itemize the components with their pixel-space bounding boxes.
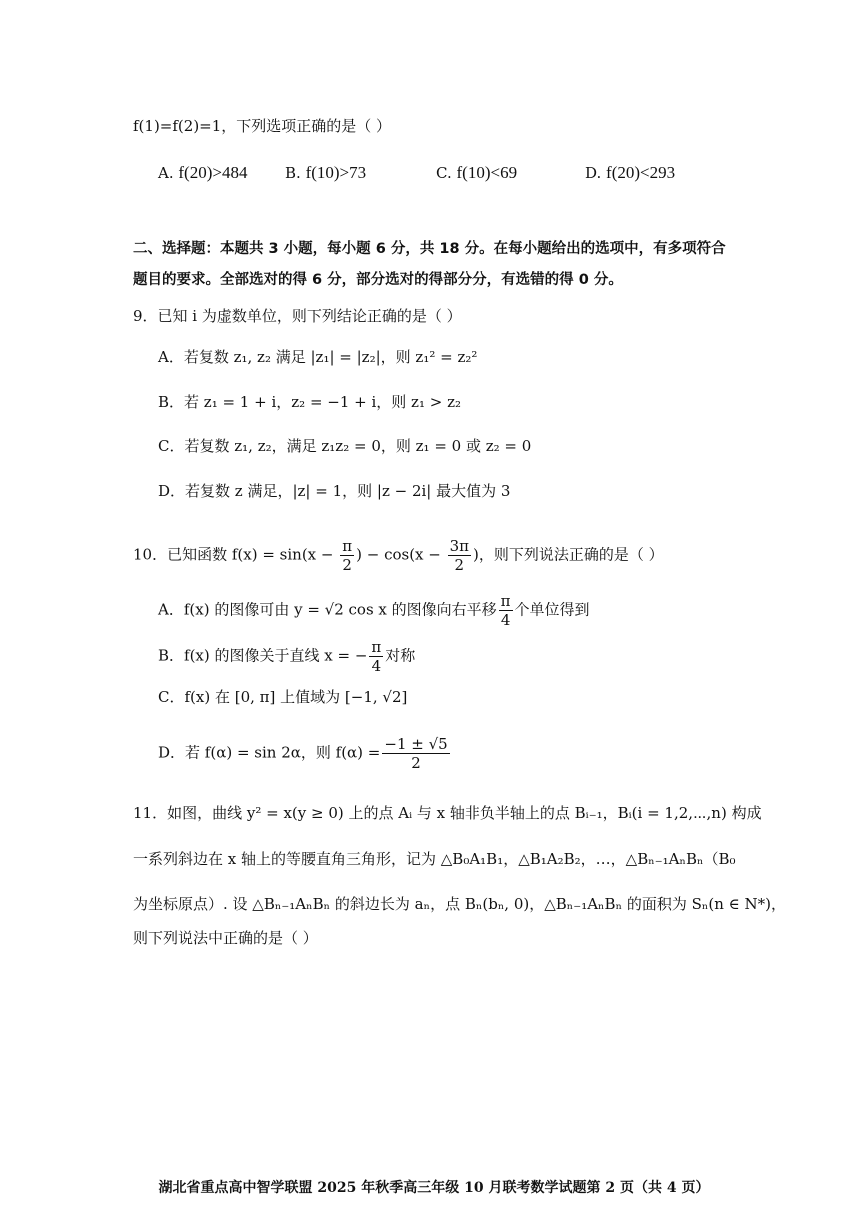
q10-option-a-frac	[499, 592, 513, 629]
q10-option-a-pre: A．f(x) 的图像可由 y = √2 cos x 的图像向右平移	[158, 600, 497, 619]
page-footer: 湖北省重点高中智学联盟 2025 年秋季高三年级 10 月联考数学试题第 2 页（共 4 页）	[158, 1180, 710, 1196]
q10-option-d-frac-num: −1 ± √5	[384, 735, 448, 753]
q9-option-c: C．若复数 z₁, z₂，满足 z₁z₂ = 0，则 z₁ = 0 或 z₂ = 0	[158, 437, 532, 455]
q10-option-b-frac	[369, 638, 383, 675]
q10-option-b-frac-num: π	[371, 638, 382, 656]
q10-frac-3pi-2-den: 2	[454, 556, 465, 574]
q10-stem-mid: ) − cos(x −	[356, 545, 446, 564]
q8-option-b-letter: B.	[285, 164, 301, 182]
q10-option-b	[158, 638, 415, 675]
q8-option-c-letter: C.	[436, 164, 452, 182]
q8-option-d-text: f(20)<293	[606, 163, 676, 182]
section2-heading-line1: 二、选择题：本题共 3 小题，每小题 6 分，共 18 分。在每小题给出的选项中，有多项符合	[133, 241, 726, 257]
q10-stem-pre: 10．已知函数 f(x) = sin(x −	[133, 545, 339, 564]
q10-frac-3pi-2	[448, 537, 471, 574]
q11-line2: 一系列斜边在 x 轴上的等腰直角三角形，记为 △B₀A₁B₁，△B₁A₂B₂，…，△Bₙ₋₁AₙBₙ（B₀	[133, 850, 736, 868]
q8-option-a-letter: A.	[158, 164, 174, 182]
q8-option-d	[585, 162, 675, 184]
q9-option-b: B．若 z₁ = 1 + i，z₂ = −1 + i，则 z₁ > z₂	[158, 393, 461, 411]
q8-option-b	[285, 162, 366, 184]
q9-option-d: D．若复数 z 满足，|z| = 1，则 |z − 2i| 最大值为 3	[158, 482, 511, 500]
q8-option-c-text: f(10)<69	[456, 163, 518, 182]
q11-line1: 11．如图，曲线 y² = x(y ≥ 0) 上的点 Aᵢ 与 x 轴非负半轴上的点 Bᵢ₋₁，Bᵢ(i = 1,2,⋯,n) 构成	[133, 804, 762, 822]
q8-option-a	[158, 162, 247, 184]
q10-option-d-pre: D．若 f(α) = sin 2α，则 f(α) =	[158, 743, 381, 762]
q11-line3: 为坐标原点）. 设 △Bₙ₋₁AₙBₙ 的斜边长为 aₙ，点 Bₙ(bₙ, 0)，△Bₙ₋₁AₙBₙ 的面积为 Sₙ(n ∈ N*)，	[133, 895, 786, 913]
q10-frac-pi-2-num: π	[342, 537, 353, 555]
q10-frac-pi-2-den: 2	[342, 556, 352, 574]
q10-option-a	[158, 592, 590, 629]
q10-option-d-frac-den: 2	[411, 754, 421, 772]
q10-option-d-frac	[382, 735, 449, 772]
q8-option-a-text: f(20)>484	[178, 163, 248, 182]
q9-option-a: A．若复数 z₁, z₂ 满足 |z₁| = |z₂|，则 z₁² = z₂²	[158, 348, 478, 366]
q10-stem	[133, 537, 664, 574]
q8-option-c	[436, 162, 517, 184]
q10-stem-post: )，则下列说法正确的是（ ）	[473, 545, 664, 564]
q10-option-a-post: 个单位得到	[514, 600, 590, 619]
q10-option-b-frac-den: 4	[371, 657, 382, 675]
q10-option-a-frac-den: 4	[500, 611, 511, 629]
q8-option-d-letter: D.	[585, 164, 602, 182]
q8-option-b-text: f(10)>73	[305, 163, 367, 182]
q10-option-d	[158, 735, 452, 772]
q11-line4: 则下列说法中正确的是（ ）	[133, 929, 318, 947]
q10-frac-3pi-2-num: 3π	[449, 537, 470, 555]
q8-stem: f(1)=f(2)=1，下列选项正确的是（ ）	[133, 117, 392, 135]
q10-option-b-post: 对称	[385, 646, 416, 665]
q10-option-c: C．f(x) 在 [0, π] 上值域为 [−1, √2]	[158, 688, 408, 706]
section2-heading-line2: 题目的要求。全部选对的得 6 分，部分选对的得部分分，有选错的得 0 分。	[133, 272, 623, 288]
q10-option-b-pre: B．f(x) 的图像关于直线 x = −	[158, 646, 368, 665]
q9-stem: 9．已知 i 为虚数单位，则下列结论正确的是（ ）	[133, 307, 462, 325]
q10-option-a-frac-num: π	[500, 592, 511, 610]
q10-frac-pi-2	[340, 537, 354, 574]
